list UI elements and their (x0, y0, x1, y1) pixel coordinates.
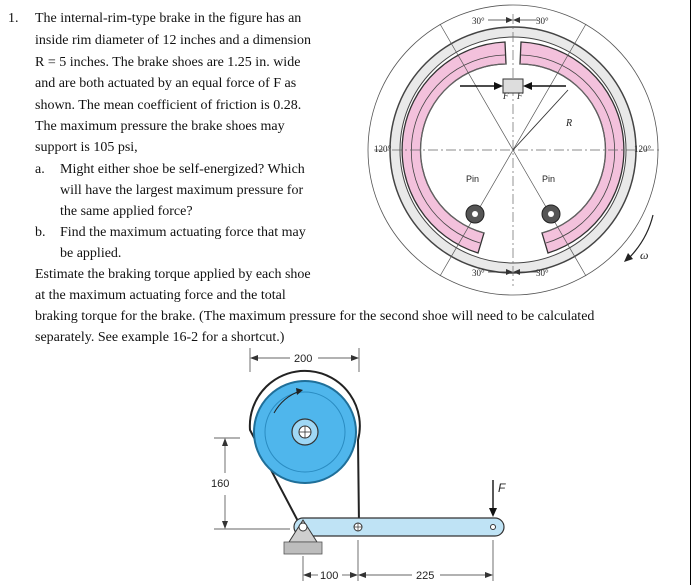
omega-label: ω (640, 248, 649, 262)
angle-right-label: 120° (634, 144, 652, 154)
part-b-label: b. (35, 225, 46, 240)
estimate-line-2: at the maximum actuating force and the total (35, 288, 286, 303)
part-a-label: a. (35, 162, 45, 177)
angle-top-right-label: 30° (536, 16, 549, 26)
pin-left-label: Pin (466, 174, 480, 184)
dim-left-label: 160 (211, 478, 230, 490)
dim-bottom-right-label: 225 (416, 570, 435, 582)
wide-line-1: braking torque for the brake. (The maximum pressure for the second shoe will need to be calculated (35, 309, 595, 324)
angle-bottom-left-label: 30° (472, 268, 485, 278)
part-a-line-1: Might either shoe be self-energized? Which (60, 162, 305, 177)
wide-line-2: separately. See example 16-2 for a shortcut.) (35, 330, 285, 345)
intro-line-7: support is 105 psi, (35, 140, 138, 155)
part-a-line-2: will have the largest maximum pressure for (60, 183, 304, 198)
force-left-label: F (503, 91, 509, 101)
angle-top-left-label: 30° (472, 16, 485, 26)
part-b-line-2: be applied. (60, 246, 122, 261)
part-a-line-3: the same applied force? (60, 204, 193, 219)
intro-line-3: R = 5 inches. The brake shoes are 1.25 in. wide (35, 55, 301, 70)
intro-line-5: shown. The mean coefficient of friction is 0.28. (35, 98, 302, 113)
intro-line-2: inside rim diameter of 12 inches and a dimension (35, 33, 312, 48)
dim-top-label: 200 (294, 353, 313, 365)
dim-bottom-left-label: 100 (320, 570, 339, 582)
intro-line-6: The maximum pressure the brake shoes may (35, 119, 285, 134)
problem-number: 1. (8, 11, 19, 26)
force-right-label: F (517, 91, 523, 101)
part-b-line-1: Find the maximum actuating force that may (60, 225, 306, 240)
radius-label: R (566, 118, 573, 129)
brake-lever (294, 518, 504, 536)
intro-line-4: and are both actuated by an equal force of F as (35, 76, 297, 91)
angle-bottom-right-label: 30° (536, 268, 549, 278)
estimate-line-1: Estimate the braking torque applied by each shoe (35, 267, 311, 282)
pin-right-label: Pin (542, 174, 556, 184)
intro-line-1: The internal-rim-type brake in the figure has an (35, 11, 302, 26)
angle-left-label: 120° (374, 144, 392, 154)
band-force-label: F (498, 481, 506, 495)
